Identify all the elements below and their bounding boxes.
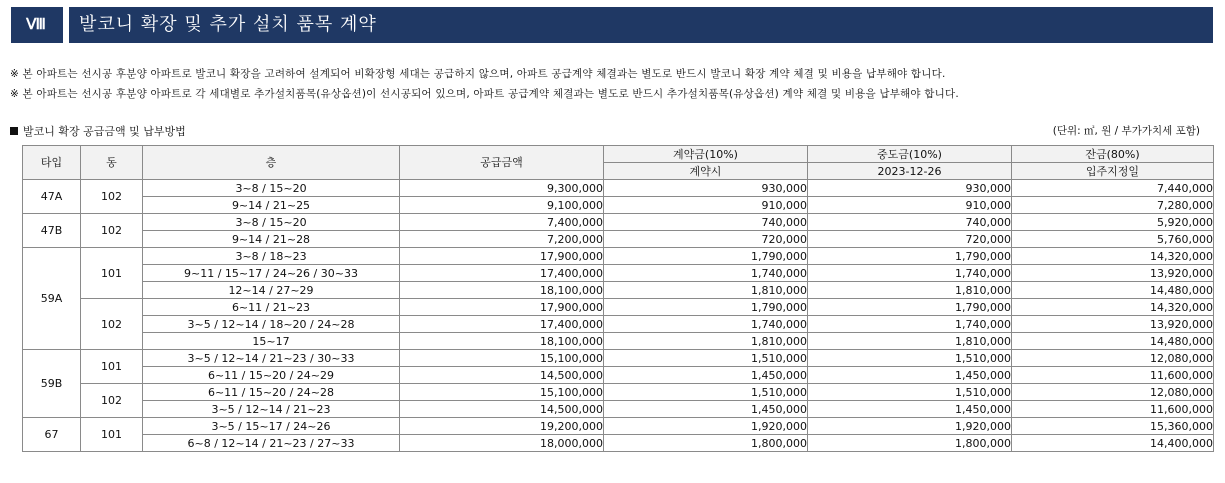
deposit-cell: 1,740,000 xyxy=(604,316,808,333)
unit-note: (단위: ㎡, 원 / 부가가치세 포함) xyxy=(1052,125,1200,137)
floor-cell: 3~5 / 12~14 / 18~20 / 24~28 xyxy=(143,316,400,333)
middle-cell: 1,810,000 xyxy=(808,333,1012,350)
supply-cell: 9,100,000 xyxy=(400,197,604,214)
middle-cell: 1,800,000 xyxy=(808,435,1012,452)
supply-cell: 18,000,000 xyxy=(400,435,604,452)
deposit-cell: 1,810,000 xyxy=(604,333,808,350)
middle-cell: 1,740,000 xyxy=(808,316,1012,333)
section-header-bar xyxy=(11,7,1213,43)
table-row xyxy=(23,367,1214,384)
square-bullet-icon xyxy=(10,127,18,135)
floor-cell: 3~8 / 15~20 xyxy=(143,180,400,197)
supply-cell: 15,100,000 xyxy=(400,384,604,401)
section-number: Ⅷ xyxy=(11,7,61,43)
supply-cell: 17,900,000 xyxy=(400,299,604,316)
balance-cell: 7,440,000 xyxy=(1012,180,1214,197)
header-type: 타입 xyxy=(23,146,81,180)
header-deposit-sub: 계약시 xyxy=(604,163,808,180)
table-row xyxy=(23,418,1214,435)
deposit-cell: 1,510,000 xyxy=(604,384,808,401)
balance-cell: 5,760,000 xyxy=(1012,231,1214,248)
deposit-cell: 930,000 xyxy=(604,180,808,197)
middle-cell: 1,790,000 xyxy=(808,248,1012,265)
table-row xyxy=(23,214,1214,231)
supply-cell: 18,100,000 xyxy=(400,282,604,299)
table-row xyxy=(23,401,1214,418)
balance-cell: 5,920,000 xyxy=(1012,214,1214,231)
table-row xyxy=(23,180,1214,197)
type-cell: 47B xyxy=(23,214,81,248)
type-cell: 59A xyxy=(23,248,81,350)
middle-cell: 1,510,000 xyxy=(808,350,1012,367)
balance-cell: 7,280,000 xyxy=(1012,197,1214,214)
header-middle-sub: 2023-12-26 xyxy=(808,163,1012,180)
balance-cell: 14,320,000 xyxy=(1012,299,1214,316)
middle-cell: 1,740,000 xyxy=(808,265,1012,282)
type-cell: 59B xyxy=(23,350,81,418)
middle-cell: 720,000 xyxy=(808,231,1012,248)
supply-cell: 17,400,000 xyxy=(400,265,604,282)
middle-cell: 1,510,000 xyxy=(808,384,1012,401)
table-row xyxy=(23,197,1214,214)
floor-cell: 15~17 xyxy=(143,333,400,350)
balance-cell: 11,600,000 xyxy=(1012,401,1214,418)
table-row xyxy=(23,333,1214,350)
deposit-cell: 1,790,000 xyxy=(604,248,808,265)
floor-cell: 3~8 / 18~23 xyxy=(143,248,400,265)
table-title xyxy=(10,123,186,139)
supply-cell: 18,100,000 xyxy=(400,333,604,350)
table-row xyxy=(23,231,1214,248)
floor-cell: 9~14 / 21~28 xyxy=(143,231,400,248)
floor-cell: 9~14 / 21~25 xyxy=(143,197,400,214)
dong-cell: 102 xyxy=(81,384,143,418)
table-title-text: 발코니 확장 공급금액 및 납부방법 xyxy=(23,125,186,138)
dong-cell: 101 xyxy=(81,350,143,384)
floor-cell: 3~5 / 15~17 / 24~26 xyxy=(143,418,400,435)
floor-cell: 12~14 / 27~29 xyxy=(143,282,400,299)
header-deposit: 계약금(10%) xyxy=(604,146,808,163)
table-row xyxy=(23,384,1214,401)
balance-cell: 15,360,000 xyxy=(1012,418,1214,435)
balance-cell: 14,320,000 xyxy=(1012,248,1214,265)
deposit-cell: 740,000 xyxy=(604,214,808,231)
header-middle: 중도금(10%) xyxy=(808,146,1012,163)
table-row xyxy=(23,248,1214,265)
balance-cell: 11,600,000 xyxy=(1012,367,1214,384)
floor-cell: 6~11 / 15~20 / 24~29 xyxy=(143,367,400,384)
floor-cell: 3~8 / 15~20 xyxy=(143,214,400,231)
deposit-cell: 910,000 xyxy=(604,197,808,214)
dong-cell: 102 xyxy=(81,180,143,214)
balance-cell: 13,920,000 xyxy=(1012,316,1214,333)
table-row xyxy=(23,350,1214,367)
supply-cell: 7,400,000 xyxy=(400,214,604,231)
deposit-cell: 1,810,000 xyxy=(604,282,808,299)
supply-cell: 14,500,000 xyxy=(400,401,604,418)
supply-cell: 19,200,000 xyxy=(400,418,604,435)
dong-cell: 101 xyxy=(81,248,143,299)
dong-cell: 101 xyxy=(81,418,143,452)
notice-line: ※ 본 아파트는 선시공 후분양 아파트로 발코니 확장을 고려하여 설계되어 비확장형 세대는 공급하지 않으며, 아파트 공급계약 체결과는 별도로 반드시 발코니 확장 계약 체결 및 비용을 납부해야 합니다. xyxy=(10,68,946,80)
header-balance: 잔금(80%) xyxy=(1012,146,1214,163)
table-row xyxy=(23,435,1214,452)
floor-cell: 6~11 / 21~23 xyxy=(143,299,400,316)
balance-cell: 14,480,000 xyxy=(1012,333,1214,350)
header-divider xyxy=(63,7,69,43)
deposit-cell: 1,800,000 xyxy=(604,435,808,452)
middle-cell: 930,000 xyxy=(808,180,1012,197)
dong-cell: 102 xyxy=(81,299,143,350)
supply-cell: 9,300,000 xyxy=(400,180,604,197)
supply-cell: 7,200,000 xyxy=(400,231,604,248)
notice-block xyxy=(10,64,1215,104)
balance-cell: 12,080,000 xyxy=(1012,384,1214,401)
header-supply: 공급금액 xyxy=(400,146,604,180)
balance-cell: 12,080,000 xyxy=(1012,350,1214,367)
floor-cell: 3~5 / 12~14 / 21~23 xyxy=(143,401,400,418)
balance-cell: 13,920,000 xyxy=(1012,265,1214,282)
supply-cell: 17,400,000 xyxy=(400,316,604,333)
supply-cell: 15,100,000 xyxy=(400,350,604,367)
floor-cell: 6~11 / 15~20 / 24~28 xyxy=(143,384,400,401)
balcony-price-table xyxy=(22,145,1214,452)
table-row xyxy=(23,316,1214,333)
middle-cell: 910,000 xyxy=(808,197,1012,214)
dong-cell: 102 xyxy=(81,214,143,248)
deposit-cell: 1,450,000 xyxy=(604,367,808,384)
notice-line: ※ 본 아파트는 선시공 후분양 아파트로 각 세대별로 추가설치품목(유상옵션)이 선시공되어 있으며, 아파트 공급계약 체결과는 별도로 반드시 추가설치품목(유상옵션) 계약 체결 및 비용을 납부해야 합니다. xyxy=(10,88,959,100)
deposit-cell: 1,920,000 xyxy=(604,418,808,435)
header-floor: 층 xyxy=(143,146,400,180)
section-title: 발코니 확장 및 추가 설치 품목 계약 xyxy=(79,14,377,35)
floor-cell: 3~5 / 12~14 / 21~23 / 30~33 xyxy=(143,350,400,367)
floor-cell: 9~11 / 15~17 / 24~26 / 30~33 xyxy=(143,265,400,282)
type-cell: 47A xyxy=(23,180,81,214)
balance-cell: 14,400,000 xyxy=(1012,435,1214,452)
deposit-cell: 1,740,000 xyxy=(604,265,808,282)
middle-cell: 740,000 xyxy=(808,214,1012,231)
table-row xyxy=(23,282,1214,299)
middle-cell: 1,450,000 xyxy=(808,367,1012,384)
header-balance-sub: 입주지정일 xyxy=(1012,163,1214,180)
header-dong: 동 xyxy=(81,146,143,180)
supply-cell: 17,900,000 xyxy=(400,248,604,265)
middle-cell: 1,920,000 xyxy=(808,418,1012,435)
supply-cell: 14,500,000 xyxy=(400,367,604,384)
middle-cell: 1,790,000 xyxy=(808,299,1012,316)
table-row xyxy=(23,299,1214,316)
table-row xyxy=(23,265,1214,282)
middle-cell: 1,450,000 xyxy=(808,401,1012,418)
type-cell: 67 xyxy=(23,418,81,452)
balance-cell: 14,480,000 xyxy=(1012,282,1214,299)
deposit-cell: 1,790,000 xyxy=(604,299,808,316)
floor-cell: 6~8 / 12~14 / 21~23 / 27~33 xyxy=(143,435,400,452)
deposit-cell: 1,450,000 xyxy=(604,401,808,418)
middle-cell: 1,810,000 xyxy=(808,282,1012,299)
deposit-cell: 720,000 xyxy=(604,231,808,248)
deposit-cell: 1,510,000 xyxy=(604,350,808,367)
